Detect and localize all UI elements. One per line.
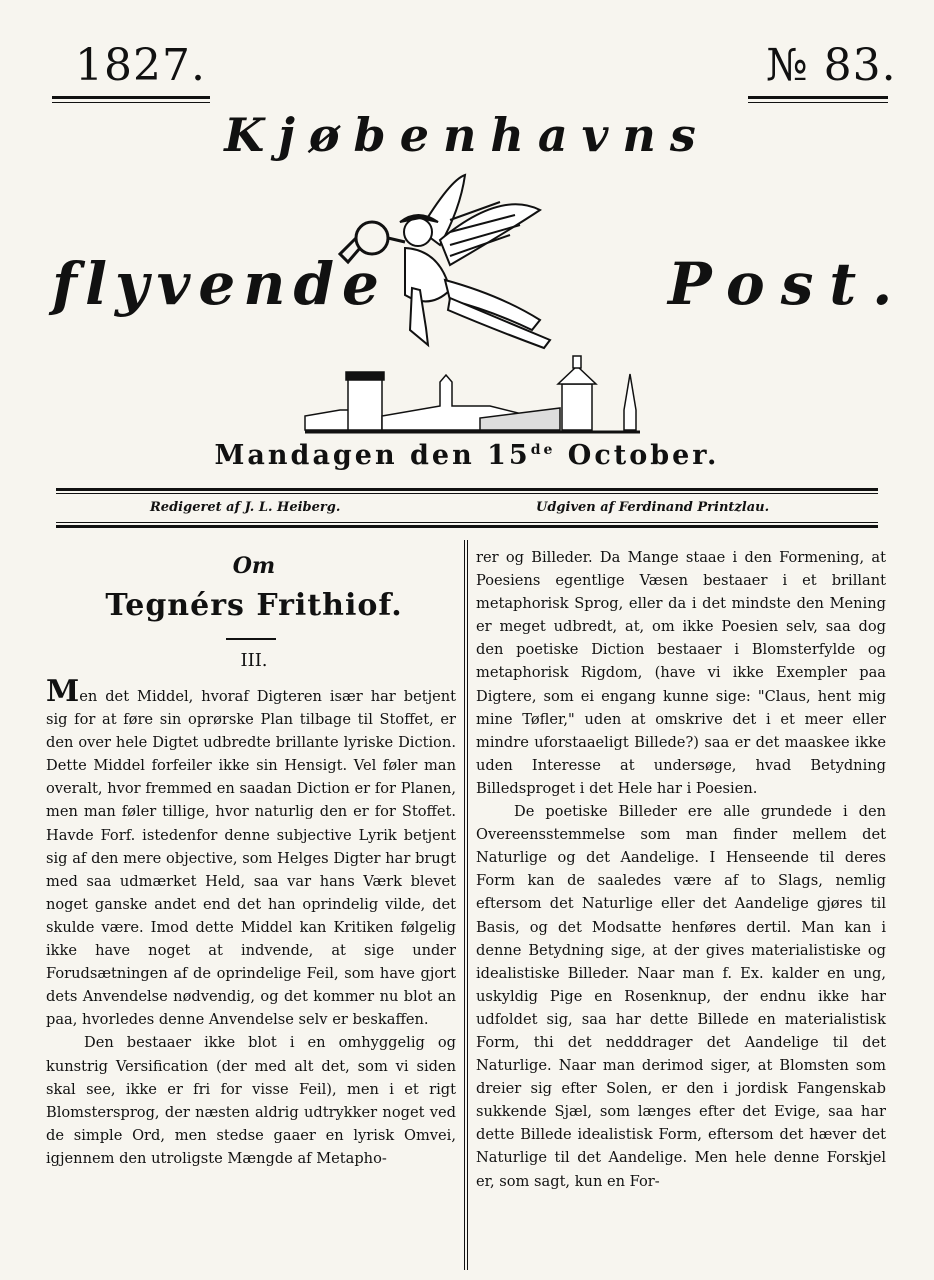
editor-credit: Redigeret af J. L. Heiberg. xyxy=(150,500,341,515)
imprint-rule-top xyxy=(56,488,878,494)
dateline-sup: de xyxy=(530,442,556,458)
left-paragraph-1-text: en det Middel, hvoraf Digteren især har betjent sig for at føre sin oprørske Plan tilbage til Stoffet, er den over hele Digtet udbredte brillante lyriske Diction. Dette Middel forfeiler ikke sin Hensigt. Vel føler man overalt, hvor fremmed en saadan Diction er for Planen, men man føler tillige, hvor naturlig den er for Stoffet. Havde Forf. istedenfor denne subjective Lyrik betjent sig af den mere objective, som Helges Digter har brugt med saa udmærket Held, saa var hans Værk blevet noget ganske andet end det han oprindelig vilde, det skulde være. Imod dette Middel kan Kritiken følgelig ikke have noget at indvende, at sige under Forudsætningen af de oprindelige Feil, som have gjort dets Anvendelse nødvendig, og det kommer nu blot an paa, hvorledes denne Anvendelse selv er beskaffen. xyxy=(46,688,456,1029)
article-part-number: III. xyxy=(240,650,268,671)
publisher-credit: Udgiven af Ferdinand Printzlau. xyxy=(536,500,770,515)
article-title: Tegnérs Frithiof. xyxy=(105,588,403,623)
article-heading-om: Om xyxy=(232,553,276,579)
wing-icon xyxy=(420,175,540,265)
masthead-title-word3: Post. xyxy=(668,250,909,318)
column-divider xyxy=(464,540,468,1270)
masthead-title-line1: Kjøbenhavns xyxy=(224,108,710,162)
right-paragraph-2: De poetiske Billeder ere alle grundede i den Overeensstemmelse som man finder mellem det Naturlige og det Aandelige. I Henseende til deres Form kan de saaledes være af to Slags, nemlig eftersom det Naturlige eller det Aandelige gjøres til Basis, og det Modsatte henføres dertil. Man kan i denne Betydning sige, at der gives materialistiske og idealistiske Billeder. Naar man f. Ex. kalder en ung, uskyldig Pige en Rosenknup, der endnu ikke har udfoldet sig, saa har dette Billede en materialistisk Form, thi det nedddrager det Aandelige til det Naturlige. Naar man derimod siger, at Blomsten som dreier sig efter Solen, er den i jordisk Fangenskab sukkende Sjæl, som længes efter det Evige, saa har dette Billede idealistisk Form, eftersom det hæver det Naturlige til det Aandelige. Men hele denne Forskjel er, som sagt, kun en For- xyxy=(476,803,886,1190)
masthead-title-word2: flyvende xyxy=(52,250,387,318)
left-paragraph-2: Den bestaaer ikke blot i en omhyggelig og kunstrig Versification (der med alt det, som vi siden skal see, ikke er fri for visse Feil), men i et rigt Blomstersprog, der næsten aldrig udtrykker noget ved de simple Ord, men stedse gaaer en lyrisk Omvei, igjennem den utroligste Mængde af Metapho- xyxy=(46,1034,456,1167)
dateline-text: Mandagen den 15 xyxy=(214,440,531,471)
city-skyline xyxy=(305,356,640,432)
year-rule xyxy=(52,96,210,103)
left-paragraph-1 xyxy=(46,674,456,1031)
post-horn-icon xyxy=(340,222,405,262)
title-flourish xyxy=(226,638,276,640)
flying-messenger-illustration xyxy=(300,170,660,440)
drop-cap: M xyxy=(46,674,80,709)
imprint-rule-bottom xyxy=(56,522,878,528)
dateline-month: October. xyxy=(567,440,720,471)
right-column xyxy=(476,546,886,1193)
right-paragraph-1: rer og Billeder. Da Mange staae i den Formening, at Poesiens egentlige Væsen bestaaer i et brillant metaphorisk Sprog, eller da i det mindste den Mening er meget udbredt, at, om ikke Poesien selv, saa dog den poetiske Diction bestaaer i Blomsterfylde og metaphorisk Rigdom, (have vi ikke Exempler paa Digtere, som ei engang kunne sige: "Claus, hent mig mine Tøfler," uden at omskrive det i et meer eller mindre uforstaaeligt Billede?) saa er det maaskee ikke uden Interesse at undersøge, hvad Betydning Billedsproget i det Hele har i Poesien. xyxy=(476,549,886,797)
issue-number: № 83. xyxy=(766,40,897,91)
left-column xyxy=(46,674,456,1170)
issue-year: 1827. xyxy=(75,40,206,91)
dateline xyxy=(0,440,934,471)
number-rule xyxy=(748,96,888,103)
